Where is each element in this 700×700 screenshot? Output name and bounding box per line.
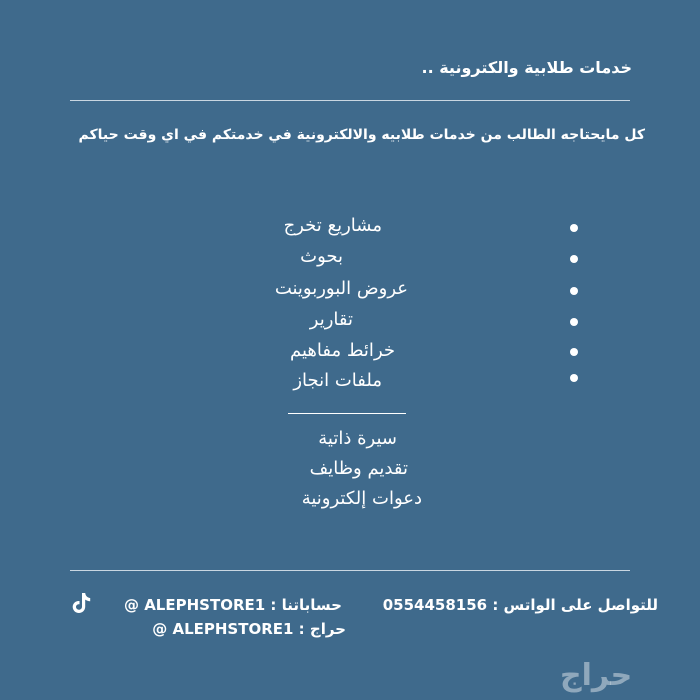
- bullet-icon: [570, 255, 578, 263]
- top-divider: [70, 100, 630, 101]
- service-item: تقارير: [309, 309, 353, 330]
- extra-service-item: تقديم وظايف: [309, 458, 408, 479]
- bullet-icon: [570, 374, 578, 382]
- haraj-watermark-logo: حراج: [560, 658, 633, 693]
- page-title: خدمات طلابية والكترونية ..: [421, 58, 632, 77]
- bullet-icon: [570, 348, 578, 356]
- extra-service-item: سيرة ذاتية: [318, 428, 397, 449]
- bullet-icon: [570, 318, 578, 326]
- services-divider: [288, 413, 406, 414]
- service-item: بحوث: [300, 246, 343, 267]
- service-item: ملفات انجاز: [293, 370, 382, 391]
- bottom-divider: [70, 570, 630, 571]
- service-item: عروض البوربوينت: [274, 278, 408, 299]
- bullet-icon: [570, 287, 578, 295]
- whatsapp-contact: للتواصل على الواتس : 0554458156: [382, 596, 658, 614]
- services-list: [0, 215, 700, 395]
- service-item: خرائط مفاهيم: [289, 340, 395, 361]
- haraj-handle: حراج : ALEPHSTORE1 @: [152, 620, 346, 638]
- intro-text: كل مايحتاجه الطالب من خدمات طلابيه والالكترونية في خدمتكم في اي وقت حياكم: [78, 127, 645, 143]
- service-item: مشاريع تخرج: [283, 215, 382, 236]
- bullet-icon: [570, 224, 578, 232]
- accounts-handle: حساباتنا : ALEPHSTORE1 @: [123, 596, 342, 614]
- extra-service-item: دعوات إلكترونية: [301, 488, 422, 509]
- tiktok-icon: [70, 591, 92, 615]
